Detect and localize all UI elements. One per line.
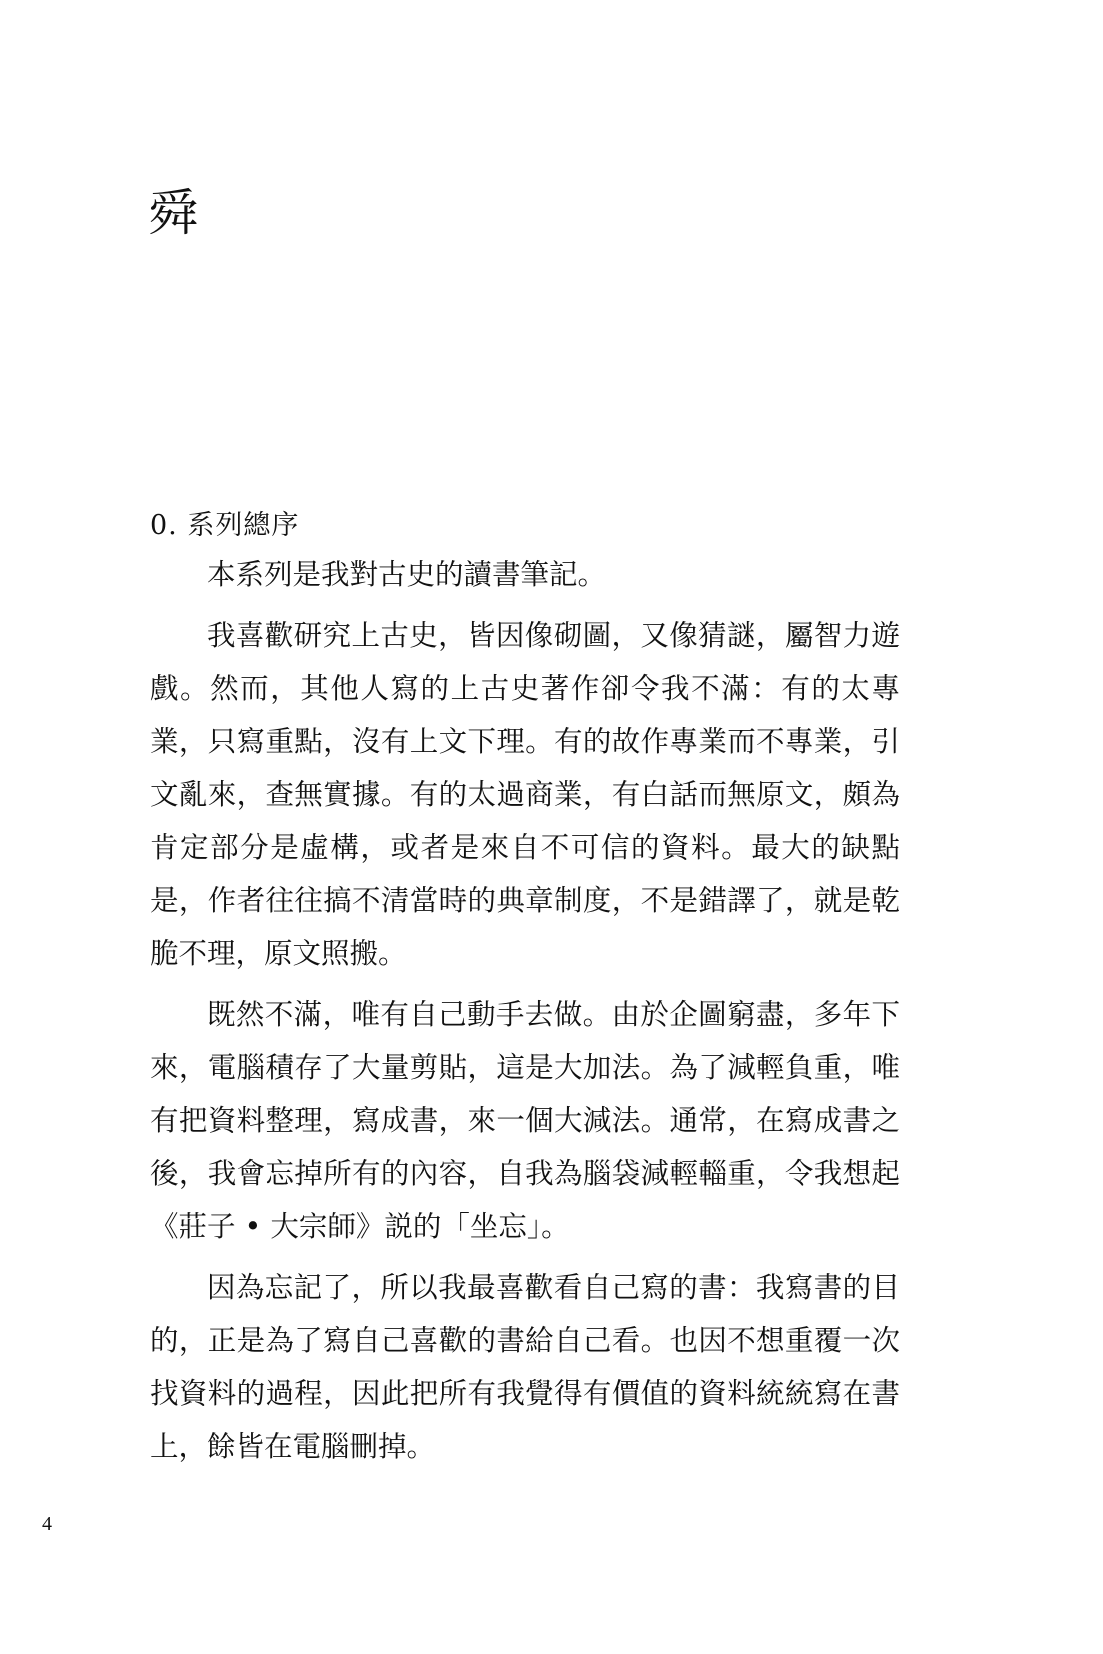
paragraph: 既然不滿，唯有自己動手去做。由於企圖窮盡，多年下來，電腦積存了大量剪貼，這是大加法。為了減輕負重，唯有把資料整理，寫成書，來一個大減法。通常，在寫成書之後，我會忘掉所有的內容，自我為腦袋減輕輜重，令我想起《莊子 • 大宗師》説的「坐忘」。 [150, 998, 900, 1243]
page-number: 4 [42, 1513, 52, 1535]
paragraph: 本系列是我對古史的讀書筆記。 [207, 558, 607, 591]
paragraph: 我喜歡研究上古史，皆因像砌圖，又像猜謎，屬智力遊戲。然而，其他人寫的上古史著作卻令我不滿：有的太專業，只寫重點，沒有上文下理。有的故作專業而不專業，引文亂來，查無實據。有的太過商業，有白話而無原文，頗為肯定部分是虛構，或者是來自不可信的資料。最大的缺點是，作者往往搞不清當時的典章制度，不是錯譯了，就是乾脆不理，原文照搬。 [150, 619, 900, 970]
paragraph: 因為忘記了，所以我最喜歡看自己寫的書：我寫書的目的，正是為了寫自己喜歡的書給自己看。也因不想重覆一次找資料的過程，因此把所有我覺得有價值的資料統統寫在書上，餘皆在電腦刪掉。 [150, 1271, 900, 1463]
section-heading: 0. 系列總序 [150, 510, 300, 541]
body-text [150, 548, 900, 1481]
chapter-title: 舜 [148, 184, 198, 242]
